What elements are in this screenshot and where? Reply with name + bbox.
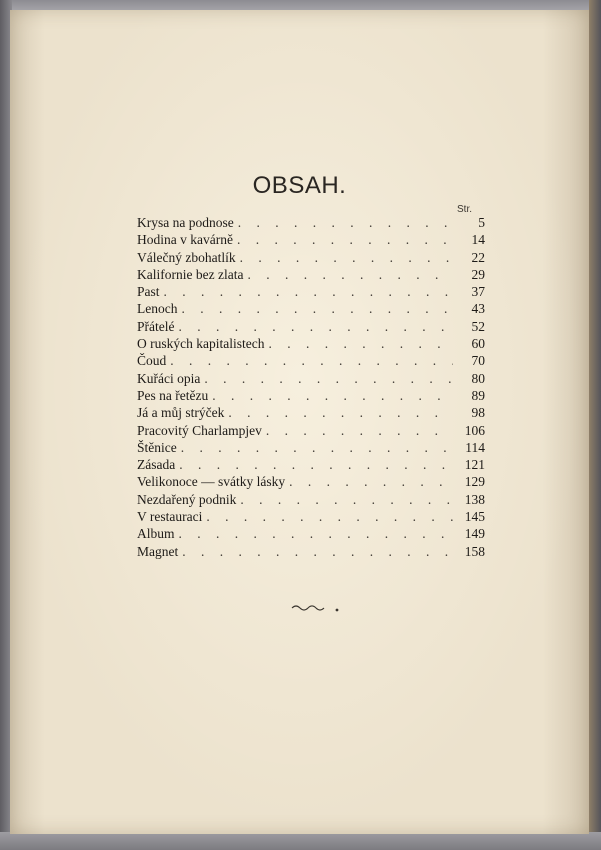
toc-leader-dots: [268, 336, 453, 352]
toc-entry: [137, 492, 485, 509]
toc-entry: [137, 336, 485, 353]
toc-entry-page: 37: [471, 284, 485, 300]
toc-leader-dots: [240, 492, 453, 508]
toc-entry-page: 114: [465, 439, 485, 455]
toc-entry: [137, 457, 485, 474]
toc-entry-page: 149: [464, 526, 485, 542]
toc-entry: [137, 544, 485, 561]
toc-entry-page: 14: [471, 232, 485, 248]
toc-entry: [137, 232, 485, 249]
toc-entry-page: 98: [471, 405, 485, 421]
toc-leader-dots: [179, 457, 453, 473]
ornament-divider: [290, 602, 350, 614]
page-title: OBSAH.: [252, 172, 347, 199]
toc-entry-title: Já a můj strýček: [137, 405, 225, 421]
toc-leader-dots: [240, 250, 453, 266]
toc-entry-title: Past: [137, 284, 160, 300]
toc-entry-page: 22: [471, 249, 485, 265]
toc-entry: [137, 353, 485, 370]
toc-entry: [137, 215, 485, 232]
toc-leader-dots: [247, 267, 453, 283]
toc-entry-title: Velikonoce — svátky lásky: [137, 474, 286, 490]
toc-leader-dots: [289, 474, 453, 490]
book-cover-edge-bottom: [0, 832, 601, 850]
toc-entry-title: Pes na řetězu: [137, 387, 209, 403]
toc-leader-dots: [178, 319, 453, 335]
toc-entry-page: 52: [471, 318, 485, 334]
toc-entry-page: 80: [471, 370, 485, 386]
toc-entry-page: 129: [464, 474, 485, 490]
toc-entry: [137, 301, 485, 318]
toc-entry-page: 158: [464, 543, 485, 559]
toc-entry: [137, 284, 485, 301]
table-of-contents: [137, 215, 485, 561]
toc-entry-title: Album: [137, 526, 175, 542]
toc-entry-title: V restauraci: [137, 509, 203, 525]
toc-leader-dots: [238, 215, 453, 231]
toc-leader-dots: [237, 232, 453, 248]
toc-entry-title: Čoud: [137, 353, 167, 369]
toc-leader-dots: [266, 423, 453, 439]
toc-entry-page: 89: [471, 387, 485, 403]
toc-leader-dots: [170, 353, 453, 369]
toc-entry: [137, 509, 485, 526]
toc-entry: [137, 267, 485, 284]
toc-entry: [137, 474, 485, 491]
toc-entry: [137, 423, 485, 440]
toc-entry-title: Přátelé: [137, 318, 175, 334]
toc-entry-title: Nezdařený podnik: [137, 491, 237, 507]
toc-entry-title: Kalifornie bez zlata: [137, 266, 244, 282]
toc-entry: [137, 319, 485, 336]
toc-entry-title: Lenoch: [137, 301, 178, 317]
toc-leader-dots: [206, 509, 453, 525]
toc-entry: [137, 526, 485, 543]
toc-entry: [137, 405, 485, 422]
toc-entry-page: 29: [471, 266, 485, 282]
toc-entry-title: Štěnice: [137, 439, 177, 455]
page-column-label: Str.: [457, 204, 473, 215]
toc-entry-page: 60: [471, 336, 485, 352]
toc-leader-dots: [228, 405, 453, 421]
toc-leader-dots: [212, 388, 453, 404]
toc-leader-dots: [181, 440, 453, 456]
toc-leader-dots: [204, 371, 453, 387]
toc-entry-title: Magnet: [137, 543, 179, 559]
toc-entry-page: 70: [471, 353, 485, 369]
toc-leader-dots: [181, 301, 453, 317]
toc-entry-page: 121: [464, 457, 485, 473]
toc-entry: [137, 388, 485, 405]
toc-entry-title: Zásada: [137, 457, 176, 473]
toc-leader-dots: [164, 284, 453, 300]
toc-entry-title: Hodina v kavárně: [137, 232, 233, 248]
toc-entry: [137, 440, 485, 457]
toc-entry-page: 138: [464, 491, 485, 507]
book-binding-right: [589, 0, 601, 850]
toc-entry-title: O ruských kapitalistech: [137, 336, 265, 352]
toc-entry-title: Kuřáci opia: [137, 370, 201, 386]
toc-entry-page: 106: [464, 422, 485, 438]
book-page: [10, 10, 589, 834]
toc-entry: [137, 250, 485, 267]
toc-entry-title: Válečný zbohatlík: [137, 249, 236, 265]
toc-entry-page: 5: [478, 215, 485, 230]
toc-leader-dots: [179, 526, 453, 542]
toc-leader-dots: [182, 544, 453, 560]
toc-entry-title: Krysa na podnose: [137, 215, 234, 230]
toc-entry: [137, 371, 485, 388]
toc-entry-title: Pracovitý Charlampjev: [137, 422, 262, 438]
toc-entry-page: 145: [464, 509, 485, 525]
toc-entry-page: 43: [471, 301, 485, 317]
